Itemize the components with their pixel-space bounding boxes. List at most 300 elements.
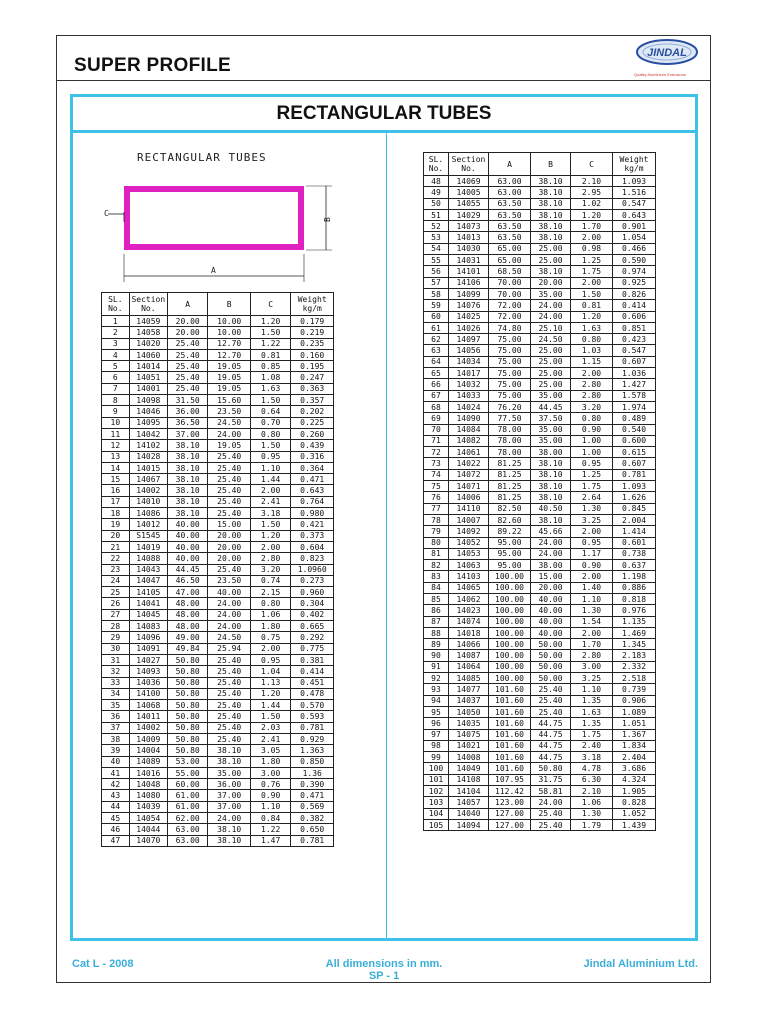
cell-weight: 0.569 [291, 801, 334, 812]
cell-b: 12.70 [208, 349, 251, 360]
table-row [424, 334, 656, 345]
page-heading: RECTANGULAR TUBES [276, 103, 492, 124]
cell-weight: 0.179 [291, 316, 334, 327]
cell-weight: 0.414 [291, 666, 334, 677]
cell-sl: 52 [424, 221, 449, 232]
cell-b: 35.00 [208, 767, 251, 778]
cell-b: 38.10 [531, 221, 571, 232]
cell-a: 95.00 [489, 537, 531, 548]
cell-c: 1.54 [571, 616, 613, 627]
cell-sl: 105 [424, 819, 449, 830]
cell-b: 19.05 [208, 440, 251, 451]
cell-weight: 0.414 [613, 300, 656, 311]
footer-catalog: Cat L - 2008 [72, 958, 134, 970]
cell-weight: 1.834 [613, 740, 656, 751]
cell-sl: 35 [102, 700, 130, 711]
cell-section: 14002 [129, 485, 167, 496]
cell-a: 50.80 [167, 654, 207, 665]
cell-weight: 0.540 [613, 424, 656, 435]
cell-section: 14085 [449, 673, 489, 684]
cell-a: 38.10 [167, 474, 207, 485]
table-row [102, 395, 334, 406]
cell-b: 50.80 [531, 763, 571, 774]
cell-weight: 1.345 [613, 639, 656, 650]
cell-weight: 2.332 [613, 661, 656, 672]
cell-a: 31.50 [167, 395, 207, 406]
header-weight: Weight kg/m [291, 293, 334, 316]
cell-a: 75.00 [489, 334, 531, 345]
cell-section: 14010 [129, 496, 167, 507]
cell-b: 38.10 [531, 198, 571, 209]
header-c: C [250, 293, 290, 316]
cell-weight: 0.850 [291, 756, 334, 767]
header-a: A [167, 293, 207, 316]
table-row [102, 316, 334, 327]
cell-b: 50.00 [531, 650, 571, 661]
cell-c: 3.00 [250, 767, 290, 778]
cell-a: 25.40 [167, 338, 207, 349]
table-row [424, 650, 656, 661]
cell-weight: 0.373 [291, 530, 334, 541]
table-row [424, 763, 656, 774]
cell-weight: 0.901 [613, 221, 656, 232]
cell-c: 0.74 [250, 575, 290, 586]
table-row [424, 605, 656, 616]
cell-section: 14018 [449, 627, 489, 638]
cell-weight: 1.905 [613, 786, 656, 797]
cell-c: 2.15 [250, 587, 290, 598]
cell-b: 25.40 [531, 695, 571, 706]
cell-c: 2.80 [250, 553, 290, 564]
cell-sl: 71 [424, 435, 449, 446]
cell-a: 36.00 [167, 406, 207, 417]
cell-section: 14009 [129, 733, 167, 744]
cell-b: 25.40 [208, 451, 251, 462]
cell-a: 107.95 [489, 774, 531, 785]
cell-sl: 33 [102, 677, 130, 688]
cell-section: 14055 [449, 198, 489, 209]
table-row [102, 801, 334, 812]
cell-c: 1.50 [571, 288, 613, 299]
cell-c: 1.10 [571, 684, 613, 695]
cell-weight: 0.606 [613, 311, 656, 322]
cell-weight: 0.292 [291, 632, 334, 643]
cell-a: 72.00 [489, 311, 531, 322]
cell-b: 25.40 [208, 654, 251, 665]
cell-a: 50.80 [167, 722, 207, 733]
cell-weight: 0.390 [291, 779, 334, 790]
cell-sl: 18 [102, 508, 130, 519]
cell-c: 1.10 [250, 801, 290, 812]
cell-c: 2.80 [571, 390, 613, 401]
cell-sl: 25 [102, 587, 130, 598]
cell-b: 25.40 [208, 733, 251, 744]
cell-a: 63.00 [489, 187, 531, 198]
cell-section: 14005 [449, 187, 489, 198]
table-row [424, 447, 656, 458]
cell-c: 1.79 [571, 819, 613, 830]
cell-section: 14042 [129, 428, 167, 439]
cell-sl: 57 [424, 277, 449, 288]
cell-sl: 74 [424, 469, 449, 480]
cell-section: 14098 [129, 395, 167, 406]
cell-section: 14030 [449, 243, 489, 254]
table-row [424, 593, 656, 604]
table-row [424, 492, 656, 503]
table-row [102, 372, 334, 383]
cell-section: 14052 [449, 537, 489, 548]
cell-weight: 1.439 [613, 819, 656, 830]
table-row [102, 485, 334, 496]
cell-weight: 0.851 [613, 322, 656, 333]
cell-sl: 73 [424, 458, 449, 469]
cell-weight: 0.357 [291, 395, 334, 406]
cell-section: 14092 [449, 526, 489, 537]
cell-b: 25.40 [208, 474, 251, 485]
cell-c: 1.35 [571, 718, 613, 729]
cell-a: 60.00 [167, 779, 207, 790]
cell-sl: 83 [424, 571, 449, 582]
cell-c: 4.78 [571, 763, 613, 774]
cell-section: 14065 [449, 582, 489, 593]
cell-b: 25.40 [208, 688, 251, 699]
cell-b: 25.00 [531, 368, 571, 379]
cell-sl: 45 [102, 813, 130, 824]
cell-section: 14060 [129, 349, 167, 360]
table-row [102, 349, 334, 360]
cell-c: 1.20 [571, 311, 613, 322]
cell-sl: 59 [424, 300, 449, 311]
cell-section: 14011 [129, 711, 167, 722]
table-row [102, 553, 334, 564]
cell-c: 3.25 [571, 673, 613, 684]
cell-a: 44.45 [167, 564, 207, 575]
cell-b: 24.00 [208, 621, 251, 632]
cell-section: 14039 [129, 801, 167, 812]
cell-c: 3.18 [571, 752, 613, 763]
cell-sl: 58 [424, 288, 449, 299]
cell-section: 14002 [129, 722, 167, 733]
cell-section: 14062 [449, 593, 489, 604]
cell-c: 1.10 [571, 593, 613, 604]
table-row [424, 209, 656, 220]
cell-sl: 13 [102, 451, 130, 462]
cell-section: 14037 [449, 695, 489, 706]
cell-weight: 0.363 [291, 383, 334, 394]
cell-a: 25.40 [167, 361, 207, 372]
cell-weight: 1.414 [613, 526, 656, 537]
cell-weight: 0.637 [613, 560, 656, 571]
cell-section: 14015 [129, 462, 167, 473]
cell-weight: 1.093 [613, 176, 656, 187]
cell-b: 44.45 [531, 401, 571, 412]
table-row [424, 243, 656, 254]
cell-weight: 0.382 [291, 813, 334, 824]
table-row [424, 356, 656, 367]
cell-a: 100.00 [489, 627, 531, 638]
cell-c: 0.64 [250, 406, 290, 417]
cell-section: 14070 [129, 835, 167, 846]
cell-b: 44.75 [531, 718, 571, 729]
cell-section: 14067 [129, 474, 167, 485]
cell-sl: 43 [102, 790, 130, 801]
cell-a: 25.40 [167, 349, 207, 360]
cell-weight: 0.781 [291, 835, 334, 846]
cell-a: 75.00 [489, 368, 531, 379]
cell-section: 14034 [449, 356, 489, 367]
cell-sl: 81 [424, 548, 449, 559]
header-sl: SL. No. [102, 293, 130, 316]
cell-b: 19.05 [208, 361, 251, 372]
cell-b: 40.00 [531, 593, 571, 604]
cell-sl: 102 [424, 786, 449, 797]
cell-sl: 16 [102, 485, 130, 496]
table-row [424, 537, 656, 548]
cell-c: 6.30 [571, 774, 613, 785]
cell-b: 25.00 [531, 243, 571, 254]
cell-a: 20.00 [167, 316, 207, 327]
cell-weight: 0.665 [291, 621, 334, 632]
cell-sl: 7 [102, 383, 130, 394]
cell-sl: 63 [424, 345, 449, 356]
table-row [102, 462, 334, 473]
cell-c: 1.08 [250, 372, 290, 383]
cell-b: 25.40 [208, 666, 251, 677]
cell-b: 40.00 [531, 605, 571, 616]
table-row [424, 774, 656, 785]
cell-b: 24.00 [531, 548, 571, 559]
table-row [424, 232, 656, 243]
cell-a: 38.10 [167, 462, 207, 473]
table-row [102, 541, 334, 552]
cell-a: 50.80 [167, 677, 207, 688]
cell-b: 24.00 [531, 300, 571, 311]
cell-a: 49.84 [167, 643, 207, 654]
cell-b: 38.10 [531, 266, 571, 277]
cell-sl: 85 [424, 593, 449, 604]
cell-b: 25.40 [208, 700, 251, 711]
cell-a: 100.00 [489, 650, 531, 661]
cell-sl: 69 [424, 413, 449, 424]
table-row [102, 779, 334, 790]
cell-c: 0.84 [250, 813, 290, 824]
table-row [424, 277, 656, 288]
cell-c: 2.10 [571, 786, 613, 797]
cell-a: 100.00 [489, 616, 531, 627]
cell-c: 2.03 [250, 722, 290, 733]
cell-sl: 62 [424, 334, 449, 345]
cell-weight: 0.650 [291, 824, 334, 835]
cell-weight: 0.960 [291, 587, 334, 598]
tube-inner-hollow [130, 192, 298, 244]
cell-sl: 60 [424, 311, 449, 322]
cell-section: 14029 [449, 209, 489, 220]
cell-a: 81.25 [489, 458, 531, 469]
cell-sl: 39 [102, 745, 130, 756]
cell-sl: 79 [424, 526, 449, 537]
cell-b: 38.10 [531, 481, 571, 492]
cell-c: 0.90 [571, 424, 613, 435]
cell-sl: 29 [102, 632, 130, 643]
cell-b: 38.10 [208, 756, 251, 767]
cell-section: 14096 [129, 632, 167, 643]
cell-sl: 84 [424, 582, 449, 593]
cell-weight: 1.516 [613, 187, 656, 198]
cell-a: 68.50 [489, 266, 531, 277]
cell-weight: 0.739 [613, 684, 656, 695]
cell-weight: 0.823 [291, 553, 334, 564]
cell-weight: 0.247 [291, 372, 334, 383]
cell-b: 15.00 [208, 519, 251, 530]
cell-c: 1.70 [571, 639, 613, 650]
cell-section: 14049 [449, 763, 489, 774]
header-a: A [489, 153, 531, 176]
cell-a: 127.00 [489, 808, 531, 819]
cell-section: 14045 [129, 609, 167, 620]
cell-weight: 0.421 [291, 519, 334, 530]
cell-weight: 0.738 [613, 548, 656, 559]
cell-section: 14073 [449, 221, 489, 232]
cell-section: 14066 [449, 639, 489, 650]
cell-weight: 0.202 [291, 406, 334, 417]
cell-a: 46.50 [167, 575, 207, 586]
cell-c: 0.95 [571, 537, 613, 548]
cell-b: 40.00 [531, 627, 571, 638]
cell-c: 1.04 [250, 666, 290, 677]
cell-section: 14023 [449, 605, 489, 616]
cell-section: 14046 [129, 406, 167, 417]
cell-sl: 56 [424, 266, 449, 277]
cell-a: 63.00 [489, 176, 531, 187]
cell-a: 101.60 [489, 695, 531, 706]
cell-a: 25.40 [167, 372, 207, 383]
table-row [102, 767, 334, 778]
table-row [102, 327, 334, 338]
cell-b: 25.40 [531, 684, 571, 695]
cell-section: 14061 [449, 447, 489, 458]
cell-c: 1.40 [571, 582, 613, 593]
cell-a: 101.60 [489, 740, 531, 751]
cell-b: 25.40 [531, 706, 571, 717]
cell-section: 14071 [449, 481, 489, 492]
table-row [102, 440, 334, 451]
cell-c: 1.00 [571, 435, 613, 446]
cell-weight: 0.781 [291, 722, 334, 733]
cell-weight: 0.451 [291, 677, 334, 688]
cell-section: 14095 [129, 417, 167, 428]
cell-c: 1.13 [250, 677, 290, 688]
cell-c: 1.75 [571, 266, 613, 277]
cell-sl: 82 [424, 560, 449, 571]
table-row [424, 300, 656, 311]
cell-b: 50.00 [531, 661, 571, 672]
cell-b: 38.10 [208, 835, 251, 846]
table-row [102, 587, 334, 598]
cell-section: 14016 [129, 767, 167, 778]
cell-b: 25.40 [208, 722, 251, 733]
cell-a: 50.80 [167, 733, 207, 744]
cell-weight: 1.974 [613, 401, 656, 412]
cell-section: 14088 [129, 553, 167, 564]
cell-weight: 0.225 [291, 417, 334, 428]
cell-a: 100.00 [489, 661, 531, 672]
cell-section: 14059 [129, 316, 167, 327]
cell-section: 14025 [449, 311, 489, 322]
cell-weight: 1.626 [613, 492, 656, 503]
cell-section: 14014 [129, 361, 167, 372]
cell-a: 48.00 [167, 609, 207, 620]
cell-b: 25.40 [208, 677, 251, 688]
cell-section: S1545 [129, 530, 167, 541]
cell-section: 14040 [449, 808, 489, 819]
cell-sl: 41 [102, 767, 130, 778]
cell-sl: 70 [424, 424, 449, 435]
cell-b: 38.10 [531, 469, 571, 480]
cell-sl: 66 [424, 379, 449, 390]
cell-section: 14105 [129, 587, 167, 598]
cell-section: 14099 [449, 288, 489, 299]
cell-sl: 44 [102, 801, 130, 812]
cell-c: 1.25 [571, 469, 613, 480]
cell-weight: 0.381 [291, 654, 334, 665]
cell-section: 14017 [449, 368, 489, 379]
cell-section: 14093 [129, 666, 167, 677]
cell-b: 58.81 [531, 786, 571, 797]
cell-sl: 9 [102, 406, 130, 417]
cell-weight: 0.906 [613, 695, 656, 706]
cell-c: 2.10 [571, 176, 613, 187]
cell-weight: 0.980 [291, 508, 334, 519]
cell-b: 25.40 [531, 819, 571, 830]
cell-section: 14086 [129, 508, 167, 519]
cell-c: 1.02 [571, 198, 613, 209]
cell-c: 3.05 [250, 745, 290, 756]
cell-section: 14058 [129, 327, 167, 338]
table-row [102, 383, 334, 394]
cell-c: 2.00 [250, 485, 290, 496]
cell-sl: 96 [424, 718, 449, 729]
table-row [424, 469, 656, 480]
cell-section: 14075 [449, 729, 489, 740]
cell-b: 25.00 [531, 379, 571, 390]
cell-b: 24.50 [531, 334, 571, 345]
cell-section: 14012 [129, 519, 167, 530]
header-sl: SL. No. [424, 153, 449, 176]
cell-a: 100.00 [489, 673, 531, 684]
cell-sl: 40 [102, 756, 130, 767]
cell-section: 14024 [449, 401, 489, 412]
table-row [424, 661, 656, 672]
table-row [102, 677, 334, 688]
cell-weight: 1.093 [613, 481, 656, 492]
cell-section: 14087 [449, 650, 489, 661]
cell-weight: 0.607 [613, 458, 656, 469]
cell-a: 74.80 [489, 322, 531, 333]
cell-a: 55.00 [167, 767, 207, 778]
cell-section: 14056 [449, 345, 489, 356]
cell-c: 2.00 [571, 232, 613, 243]
cell-b: 20.00 [531, 277, 571, 288]
cell-a: 100.00 [489, 571, 531, 582]
cell-weight: 0.974 [613, 266, 656, 277]
cell-weight: 0.764 [291, 496, 334, 507]
cell-a: 63.50 [489, 209, 531, 220]
table-row [424, 368, 656, 379]
cell-weight: 0.781 [613, 469, 656, 480]
cell-c: 3.18 [250, 508, 290, 519]
table-row [424, 458, 656, 469]
cell-c: 0.80 [571, 334, 613, 345]
